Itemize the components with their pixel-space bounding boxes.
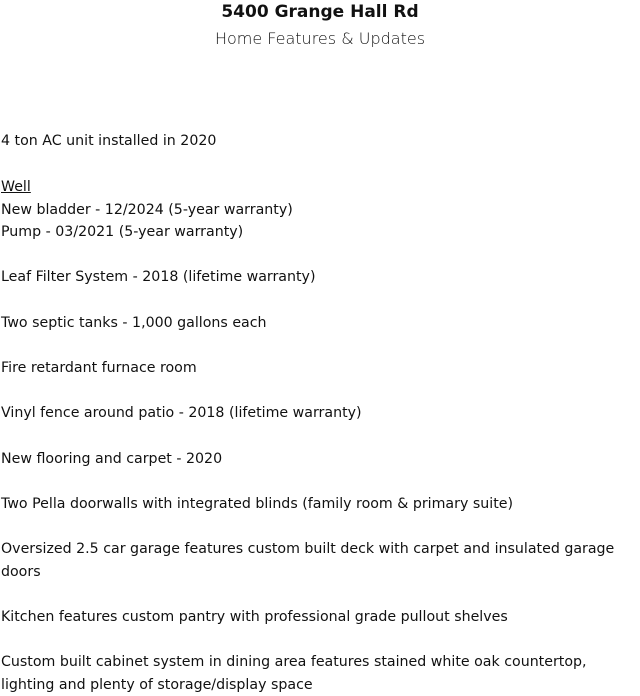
feature-vinyl-fence: Vinyl fence around patio - 2018 (lifetime warranty) xyxy=(1,405,362,421)
feature-garage: Oversized 2.5 car garage features custom built deck with carpet and insulated garage doors xyxy=(1,541,615,580)
feature-leaf-filter: Leaf Filter System - 2018 (lifetime warranty) xyxy=(1,269,316,285)
page-subtitle: Home Features & Updates xyxy=(214,29,426,48)
section-heading-well: Well xyxy=(1,179,31,195)
feature-kitchen: Kitchen features custom pantry with professional grade pullout shelves xyxy=(1,609,508,625)
feature-well-pump: Pump - 03/2021 (5-year warranty) xyxy=(1,224,244,240)
feature-flooring: New flooring and carpet - 2020 xyxy=(1,451,223,467)
feature-ac: 4 ton AC unit installed in 2020 xyxy=(1,133,217,149)
page-title: 5400 Grange Hall Rd xyxy=(221,2,419,22)
feature-furnace-room: Fire retardant furnace room xyxy=(1,360,197,376)
feature-doorwalls: Two Pella doorwalls with integrated blinds (family room & primary suite) xyxy=(1,496,514,512)
feature-cabinet: Custom built cabinet system in dining area features stained white oak countertop, lighting and plenty of storage/display space xyxy=(1,654,587,693)
feature-septic: Two septic tanks - 1,000 gallons each xyxy=(1,315,267,331)
feature-well-bladder: New bladder - 12/2024 (5-year warranty) xyxy=(1,202,293,218)
